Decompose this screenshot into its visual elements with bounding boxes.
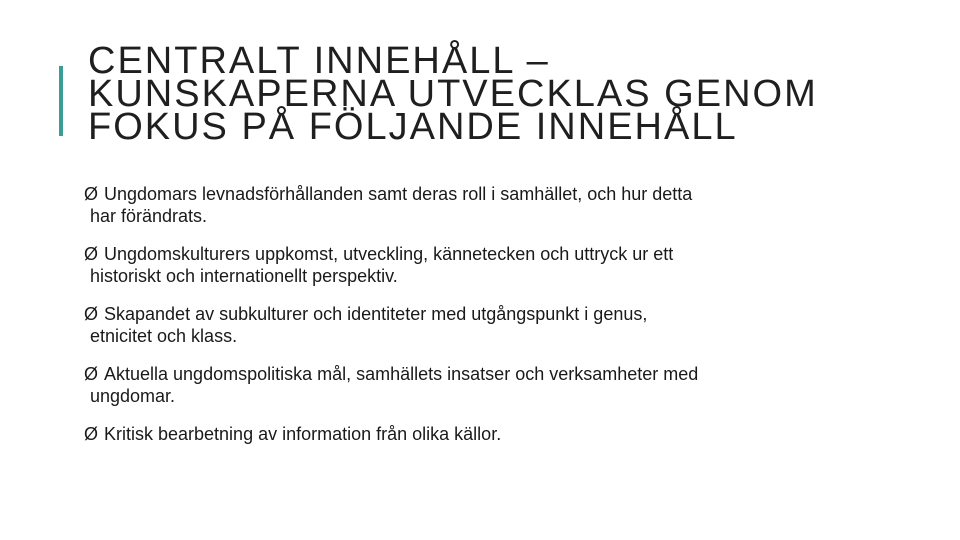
title-accent-bar — [59, 66, 63, 136]
slide-title — [88, 42, 928, 146]
bullet-text-continuation: ungdomar. — [90, 386, 176, 406]
bullet-text-continuation: historiskt och internationellt perspektiv. — [90, 266, 398, 286]
bullet-text: Aktuella ungdomspolitiska mål, samhällets insatser och verksamheter med — [104, 364, 699, 384]
bullet-item — [84, 363, 854, 407]
slide-title-line-3: FOKUS PÅ FÖLJANDE INNEHÅLL — [88, 106, 738, 148]
bullet-item — [84, 243, 854, 287]
arrow-bullet-icon: Ø — [84, 424, 99, 444]
bullet-text: Skapandet av subkulturer och identiteter med utgångspunkt i genus, — [104, 304, 648, 324]
arrow-bullet-icon: Ø — [84, 244, 99, 264]
bullet-list — [84, 183, 854, 461]
slide-title-line-1: CENTRALT INNEHÅLL – — [88, 40, 550, 82]
bullet-text: Kritisk bearbetning av information från olika källor. — [104, 424, 502, 444]
bullet-text: Ungdomars levnadsförhållanden samt deras roll i samhället, och hur detta — [104, 184, 693, 204]
bullet-item — [84, 303, 854, 347]
arrow-bullet-icon: Ø — [84, 184, 99, 204]
bullet-item — [84, 183, 854, 227]
bullet-text-continuation: har förändrats. — [90, 206, 208, 226]
bullet-item — [84, 423, 854, 445]
arrow-bullet-icon: Ø — [84, 364, 99, 384]
bullet-text-continuation: etnicitet och klass. — [90, 326, 238, 346]
slide-title-line-2: KUNSKAPERNA UTVECKLAS GENOM — [88, 73, 818, 115]
arrow-bullet-icon: Ø — [84, 304, 99, 324]
bullet-text: Ungdomskulturers uppkomst, utveckling, kännetecken och uttryck ur ett — [104, 244, 674, 264]
